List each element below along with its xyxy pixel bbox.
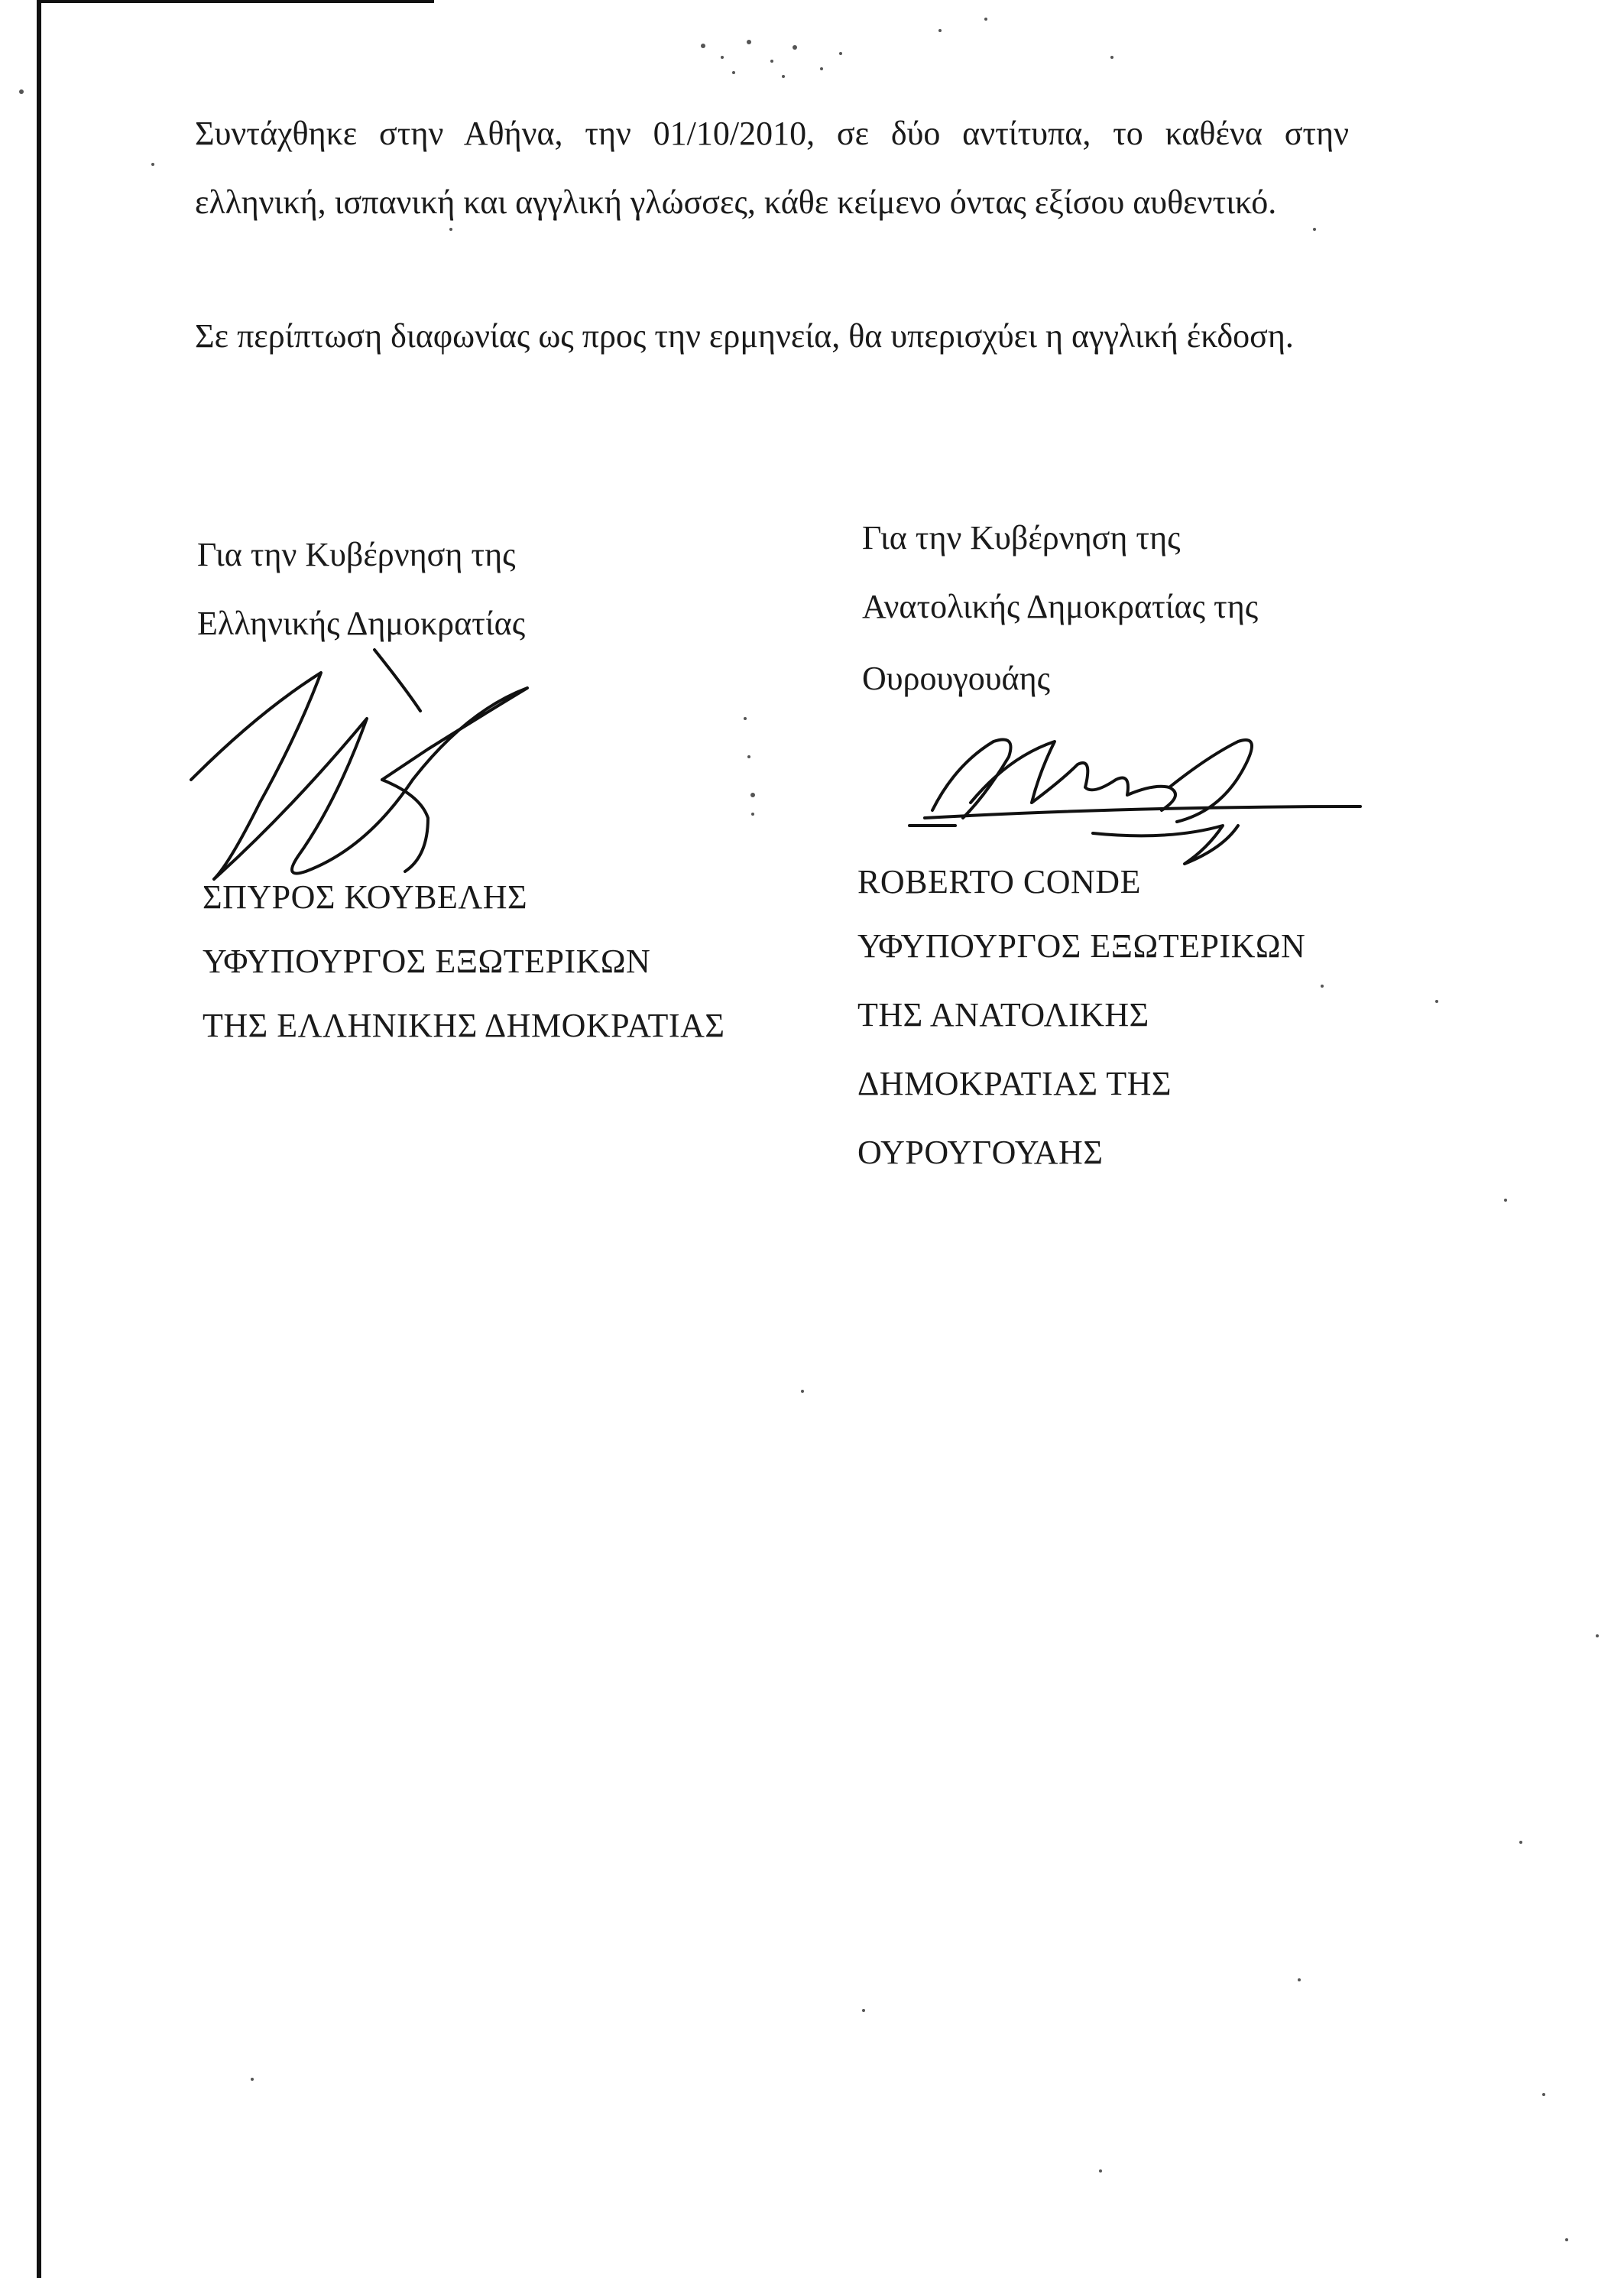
left-heading-line-1: Για την Κυβέρνηση της bbox=[197, 536, 516, 573]
right-title-line-2: ΤΗΣ ΑΝΑΤΟΛΙΚΗΣ bbox=[857, 996, 1149, 1034]
left-title-line-2: ΤΗΣ ΕΛΛΗΝΙΚΗΣ ΔΗΜΟΚΡΑΤΙΑΣ bbox=[203, 1007, 725, 1044]
right-title-line-4: ΟΥΡΟΥΓΟΥΑΗΣ bbox=[857, 1134, 1104, 1171]
intro-paragraph: Συντάχθηκε στην Αθήνα, την 01/10/2010, σε δύο αντίτυπα, το καθένα στην ελληνική, ισπανική και αγγλική γλώσσες, κάθε κείμενο όντας εξίσου αυθεντικό. bbox=[195, 115, 1349, 221]
right-signature bbox=[902, 711, 1406, 879]
left-title-line-1: ΥΦΥΠΟΥΡΓΟΣ ΕΞΩΤΕΡΙΚΩΝ bbox=[203, 943, 651, 980]
left-heading-line-2: Ελληνικής Δημοκρατίας bbox=[197, 605, 526, 642]
right-heading-line-3: Ουρουγουάης bbox=[862, 660, 1051, 697]
dispute-paragraph: Σε περίπτωση διαφωνίας ως προς την ερμηνεία, θα υπερισχύει η αγγλική έκδοση. bbox=[195, 317, 1294, 355]
left-signatory-name: ΣΠΥΡΟΣ ΚΟΥΒΕΛΗΣ bbox=[203, 878, 528, 916]
right-title-line-3: ΔΗΜΟΚΡΑΤΙΑΣ ΤΗΣ bbox=[857, 1065, 1172, 1102]
right-signatory-name: ROBERTO CONDE bbox=[857, 863, 1141, 900]
right-heading-line-2: Ανατολικής Δημοκρατίας της bbox=[862, 588, 1259, 625]
right-heading-line-1: Για την Κυβέρνηση της bbox=[862, 519, 1181, 557]
left-signature bbox=[168, 627, 642, 902]
right-title-line-1: ΥΦΥΠΟΥΡΓΟΣ ΕΞΩΤΕΡΙΚΩΝ bbox=[857, 927, 1306, 965]
